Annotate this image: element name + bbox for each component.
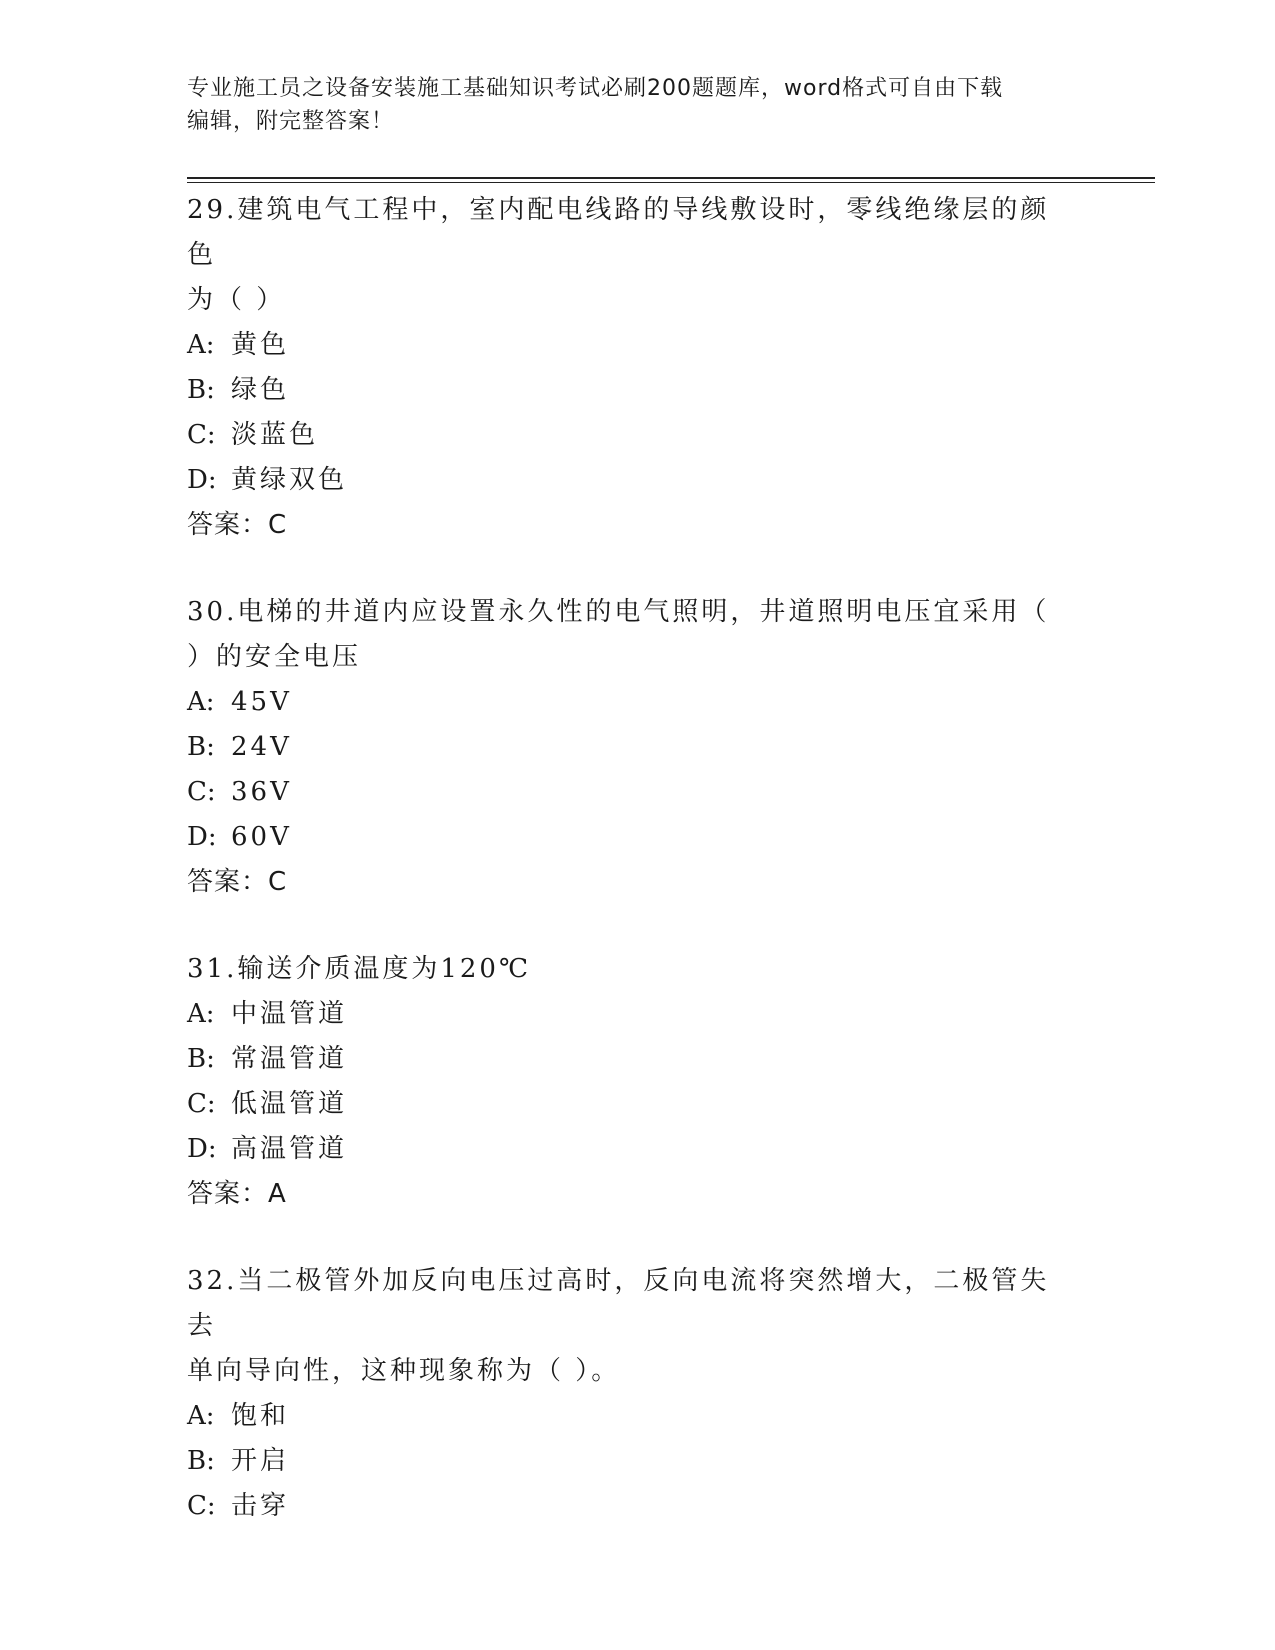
option-letter: A: [187,687,215,717]
question-text-line: 单向导向性，这种现象称为（ ）。 [187,1356,621,1386]
question-text-line: ）的安全电压 [187,642,362,672]
option-d [187,1127,1087,1172]
option-d [187,815,1087,860]
option-b [187,1439,1087,1484]
option-text: 低温管道 [231,1089,348,1119]
option-letter: C: [187,1089,216,1119]
option-letter: A: [187,330,215,360]
question-29 [187,188,1087,548]
option-letter: A: [187,999,215,1029]
option-text: 淡蓝色 [231,420,319,450]
option-c [187,770,1087,815]
option-text: 饱和 [231,1401,290,1431]
option-text: 黄绿双色 [231,465,348,495]
option-letter: B: [187,732,215,762]
option-text: 36V [231,777,292,807]
option-b [187,368,1087,413]
option-text: 黄色 [231,330,290,360]
option-text: 开启 [231,1446,290,1476]
question-text-line: 29.建筑电气工程中，室内配电线路的导线敷设时，零线绝缘层的颜色 [187,195,1050,270]
option-d [187,458,1087,503]
answer-line: 答案：C [187,867,288,897]
option-letter: D: [187,1134,217,1164]
header-divider-bottom [187,182,1155,183]
option-text: 常温管道 [231,1044,348,1074]
question-text [187,590,1067,680]
option-text: 高温管道 [231,1134,348,1164]
option-text: 绿色 [231,375,290,405]
question-text-line: 30.电梯的井道内应设置永久性的电气照明，井道照明电压宜采用（ [187,597,1050,627]
question-text-line: 32.当二极管外加反向电压过高时，反向电流将突然增大，二极管失去 [187,1266,1050,1341]
question-text [187,1259,1067,1394]
question-text [187,947,1067,992]
option-text: 60V [231,822,292,852]
option-a [187,323,1087,368]
question-text-line: 为（ ） [187,285,286,315]
option-letter: C: [187,1491,216,1521]
option-a [187,1394,1087,1439]
header-divider-top [187,177,1155,179]
option-c [187,413,1087,458]
document-header [187,72,1067,138]
option-a [187,992,1087,1037]
option-letter: C: [187,777,216,807]
option-text: 24V [231,732,292,762]
question-text-line: 31.输送介质温度为120℃ [187,954,532,984]
option-letter: A: [187,1401,215,1431]
option-b [187,1037,1087,1082]
question-31 [187,947,1087,1217]
option-a [187,680,1087,725]
answer-line: 答案：A [187,1179,287,1209]
option-letter: B: [187,1446,215,1476]
question-32 [187,1259,1087,1529]
option-letter: C: [187,420,216,450]
header-line-1: 专业施工员之设备安装施工基础知识考试必刷200题题库，word格式可自由下载 [187,76,1004,101]
option-c [187,1484,1087,1529]
option-text: 中温管道 [231,999,348,1029]
question-list [187,188,1087,1571]
question-text [187,188,1067,323]
option-letter: B: [187,1044,215,1074]
option-letter: D: [187,822,217,852]
question-30 [187,590,1087,905]
option-text: 击穿 [231,1491,290,1521]
option-letter: B: [187,375,215,405]
header-line-2: 编辑，附完整答案！ [187,109,395,134]
option-b [187,725,1087,770]
option-c [187,1082,1087,1127]
answer-line: 答案：C [187,510,288,540]
option-text: 45V [231,687,292,717]
option-letter: D: [187,465,217,495]
